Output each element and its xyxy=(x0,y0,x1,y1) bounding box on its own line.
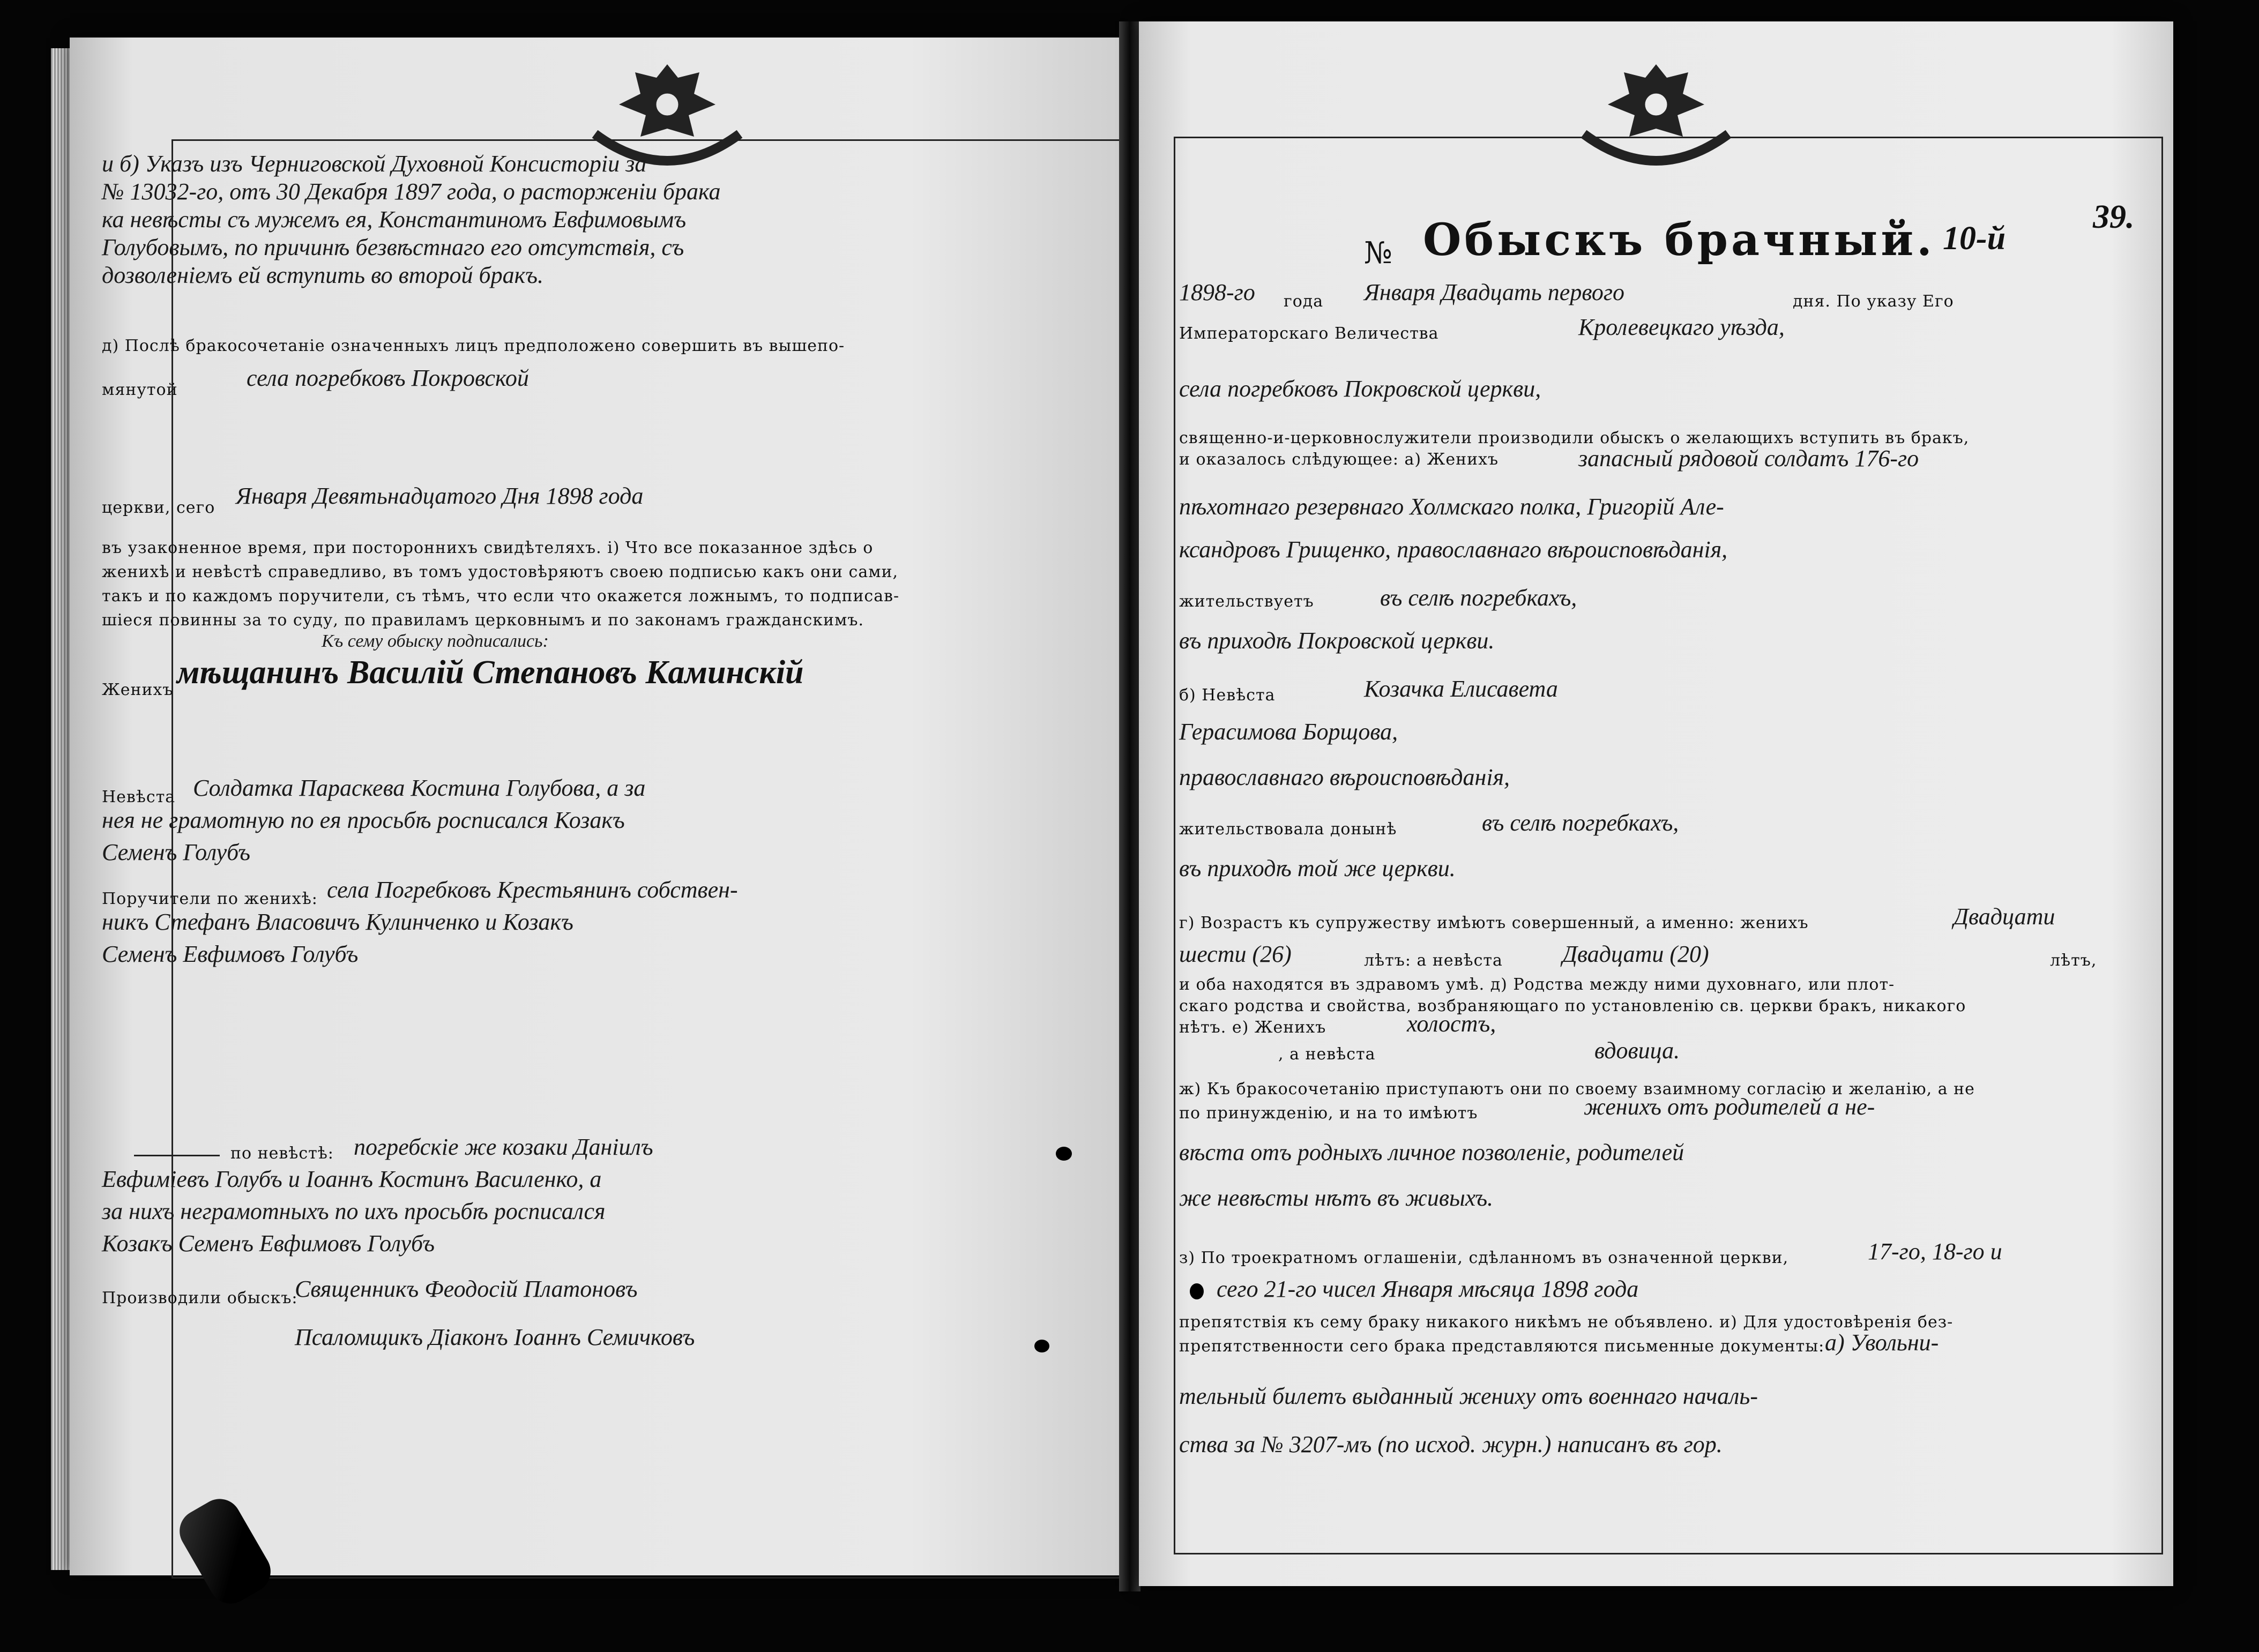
legal-line-3: такъ и по каждомъ поручители, съ тѣмъ, что если что окажется ложнымъ, то подписав- xyxy=(102,587,900,606)
consent-line-1: ж) Къ бракосочетанію приступаютъ они по своему взаимному согласію и желанію, а не xyxy=(1179,1080,1975,1098)
documents-hand-2: тельный билетъ выданный жениху отъ военнаго началь- xyxy=(1179,1383,1758,1409)
heading-line-5: дозволеніемъ ей вступить во второй бракъ. xyxy=(102,262,544,288)
church-name: села погребковъ Покровской церкви, xyxy=(1179,376,1541,402)
bride-residence-2: въ приходѣ той же церкви. xyxy=(1179,855,1456,881)
record-number: 10-й xyxy=(1943,220,2006,257)
section-d-text-2: мянутой xyxy=(102,380,178,399)
section-d-village: села погребковъ Покровской xyxy=(247,365,529,391)
right-page xyxy=(1139,21,2173,1586)
page-edge-stack xyxy=(51,48,72,1570)
heading-line-3: ка невѣсты съ мужемъ ея, Константиномъ Евфимовымъ xyxy=(102,206,687,233)
document-title: Обыскъ брачный. xyxy=(1423,214,1935,266)
legal-line-2: женихѣ и невѣстѣ справедливо, въ томъ удостовѣряютъ своею подписью какъ они сами, xyxy=(102,563,899,581)
marital-status-label: нѣтъ. е) Женихъ xyxy=(1179,1018,1326,1037)
bride-label: Невѣста xyxy=(102,788,176,806)
bride-desc-3: православнаго вѣроисповѣданія, xyxy=(1179,764,1510,790)
signatures-note: Къ сему обыску подписались: xyxy=(322,631,549,651)
church-label: церкви, сего xyxy=(102,498,215,517)
consent-hand-2: вѣста отъ родныхъ личное позволеніе, родителей xyxy=(1179,1139,1684,1165)
year-label: года xyxy=(1284,292,1324,311)
groom-guarantors-label: Поручители по женихѣ: xyxy=(102,889,318,908)
groom-desc-2: пѣхотнаго резервнаго Холмскаго полка, Григорій Але- xyxy=(1179,494,1724,520)
section-d-text: д) Послѣ бракосочетаніе означенныхъ лицъ предположено совершить въ вышепо- xyxy=(102,337,845,355)
bride-guarantors-2: Евфиміевъ Голубъ и Іоаннъ Костинъ Василенко, а xyxy=(102,1166,602,1192)
groom-residence-label: жительствуетъ xyxy=(1179,592,1314,611)
age-text-2: лѣтъ: а невѣста xyxy=(1364,951,1503,970)
impediment-line-1: препятствія къ сему браку никакого никѣмъ не объявлено. и) Для удостовѣренія без- xyxy=(1179,1313,1954,1332)
bride-residence-1: въ селѣ погребкахъ, xyxy=(1482,810,1679,836)
ink-blot xyxy=(1034,1340,1049,1352)
consent-line-2: по принужденію, и на то имѣютъ xyxy=(1179,1104,1478,1123)
bride-guarantors-label: по невѣстѣ: xyxy=(230,1144,334,1163)
bride-signature-1: Солдатка Параскева Костина Голубова, а за xyxy=(193,775,646,801)
announcement-dates-1: 17-го, 18-го и xyxy=(1868,1238,2002,1265)
district-name: Кролевецкаго уѣзда, xyxy=(1578,314,1785,340)
bride-guarantors-1: погребскіе же козаки Даніилъ xyxy=(354,1134,653,1160)
bride-desc-1: Козачка Елисавета xyxy=(1364,676,1558,702)
groom-age-1: Двадцати xyxy=(1954,903,2055,930)
announcement-dates-2: сего 21-го чисел Января мѣсяца 1898 года xyxy=(1217,1276,1639,1302)
record-year: 1898-го xyxy=(1179,279,1255,305)
legal-line-1: въ узаконенное время, при постороннихъ свидѣтеляхъ. і) Что все показанное здѣсь о xyxy=(102,539,874,557)
bride-marital-status: вдовица. xyxy=(1594,1037,1680,1064)
announcement-text: з) По троекратномъ оглашеніи, сдѣланномъ въ означенной церкви, xyxy=(1179,1249,1789,1267)
documents-hand-1: а) Увольни- xyxy=(1825,1329,1939,1356)
legal-line-4: шіеся повинны за то суду, по правиламъ церковнымъ и по законамъ гражданскимъ. xyxy=(102,611,864,630)
bride-age: Двадцати (20) xyxy=(1562,941,1709,967)
book-spine xyxy=(1119,21,1140,1591)
findings-text: и оказалось слѣдующее: а) Женихъ xyxy=(1179,450,1499,469)
groom-marital-status: холостъ, xyxy=(1407,1011,1496,1037)
conducted-psalmist: Псаломщикъ Діаконъ Іоаннъ Семичковъ xyxy=(295,1324,695,1350)
consent-hand-3: же невѣсты нѣтъ въ живыхъ. xyxy=(1179,1185,1494,1211)
number-sign: № xyxy=(1364,236,1393,271)
groom-guarantors-3: Семенъ Евфимовъ Голубъ xyxy=(102,941,359,967)
heading-line-4: Голубовымъ, по причинѣ безвѣстнаго его отсутствія, съ xyxy=(102,234,684,260)
groom-label: Женихъ xyxy=(102,681,174,699)
conducted-label: Производили обыскъ: xyxy=(102,1289,298,1307)
bride-residence-label: жительствовала донынѣ xyxy=(1179,820,1397,839)
blank-line xyxy=(134,1155,220,1156)
consent-hand-1: женихъ отъ родителей а не- xyxy=(1584,1094,1875,1120)
documents-hand-3: ства за № 3207-мъ (по исход. журн.) написанъ въ гор. xyxy=(1179,1431,1723,1457)
health-line-1: и оба находятся въ здравомъ умѣ. д) Родства между ними духовнаго, или плот- xyxy=(1179,975,1895,994)
groom-guarantors-2: никъ Стефанъ Власовичъ Кулинченко и Козакъ xyxy=(102,909,573,935)
conducted-priest: Священникъ Феодосій Платоновъ xyxy=(295,1276,638,1302)
health-line-2: скаго родства и свойства, возбраняющаго по установленію св. церкви бракъ, никакого xyxy=(1179,997,1966,1015)
record-date: Января Двадцать первого xyxy=(1364,279,1625,305)
left-page xyxy=(70,38,1120,1575)
groom-guarantors-1: села Погребковъ Крестьянинъ собствен- xyxy=(327,877,738,903)
bride-marital-label: , а невѣста xyxy=(1278,1045,1376,1064)
ink-blot xyxy=(1056,1147,1072,1161)
bride-signature-2: нея не грамотную по ея просьбѣ росписался Козакъ xyxy=(102,807,625,833)
groom-residence-1: въ селѣ погребкахъ, xyxy=(1380,585,1577,611)
groom-residence-2: въ приходѣ Покровской церкви. xyxy=(1179,627,1495,654)
decree-text: дня. По указу Его xyxy=(1793,292,1954,311)
bride-guarantors-4: Козакъ Семенъ Евфимовъ Голубъ xyxy=(102,1230,435,1257)
groom-signature: мѣщанинъ Василій Степановъ Каминскій xyxy=(177,654,804,691)
majesty-text: Императорскаго Величества xyxy=(1179,324,1439,343)
bride-desc-2: Герасимова Борщова, xyxy=(1179,719,1398,745)
ink-blot xyxy=(1190,1283,1204,1299)
page-number: 39. xyxy=(2093,199,2135,235)
bride-signature-3: Семенъ Голубъ xyxy=(102,839,251,865)
age-text-end: лѣтъ, xyxy=(2050,951,2097,970)
imperial-eagle-stamp-right xyxy=(1568,54,1744,177)
heading-line-2: № 13032-го, отъ 30 Декабря 1897 года, о расторженіи брака xyxy=(102,178,721,205)
groom-desc-1: запасный рядовой солдатъ 176-го xyxy=(1578,445,1919,472)
groom-age-2: шести (26) xyxy=(1179,941,1292,967)
impediment-line-2: препятственности сего брака представляются письменные документы: xyxy=(1179,1337,1825,1356)
ceremony-date: Января Девятьнадцатого Дня 1898 года xyxy=(236,483,644,509)
bride-guarantors-3: за нихъ неграмотныхъ по ихъ просьбѣ росписался xyxy=(102,1198,606,1224)
groom-desc-3: ксандровъ Грищенко, православнаго вѣроисповѣданія, xyxy=(1179,536,1728,563)
bride-label: б) Невѣста xyxy=(1179,686,1276,705)
clergy-text: священно-и-церковнослужители производили обыскъ о желающихъ вступить въ бракъ, xyxy=(1179,429,1970,447)
heading-line-1: и б) Указъ изъ Черниговской Духовной Консисторіи за xyxy=(102,151,647,177)
age-text: г) Возрастъ къ супружеству имѣютъ совершенный, а именно: женихъ xyxy=(1179,914,1809,932)
